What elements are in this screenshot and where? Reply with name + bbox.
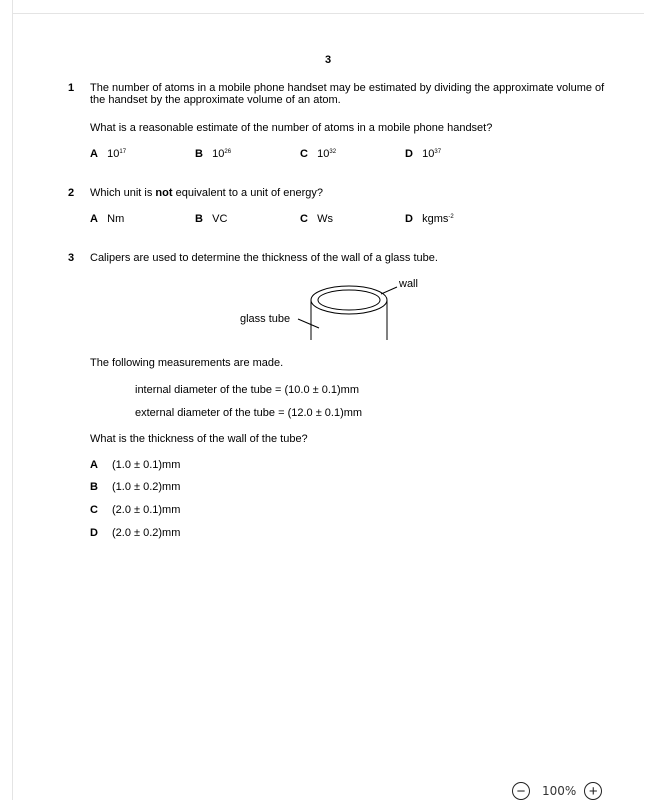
zoom-controls <box>512 782 622 800</box>
option-value: VC <box>212 213 228 225</box>
option-base: 10 <box>212 148 225 160</box>
option-base: 10 <box>422 148 435 160</box>
option-letter: D <box>90 527 98 539</box>
option-letter: B <box>90 481 98 493</box>
q2-text-bold: not <box>155 187 173 199</box>
minus-icon: − <box>516 782 526 800</box>
option-value: (2.0 ± 0.1)mm <box>112 504 181 516</box>
q2-text-before: Which unit is <box>90 187 156 199</box>
option-exponent: -2 <box>448 214 454 220</box>
zoom-out-button[interactable] <box>512 782 530 800</box>
tube-inner-rim <box>318 290 380 310</box>
q3-option-c <box>90 504 180 516</box>
page-number: 3 <box>325 54 332 66</box>
q3-number: 3 <box>68 252 75 264</box>
option-value: (2.0 ± 0.2)mm <box>112 527 181 539</box>
plus-icon: + <box>588 782 598 800</box>
q3-option-b <box>90 481 180 493</box>
zoom-level: 100% <box>542 784 577 798</box>
option-exponent: 37 <box>434 149 442 155</box>
q3-option-a <box>90 459 180 471</box>
option-letter: B <box>195 148 203 160</box>
option-letter: A <box>90 459 98 471</box>
measurements-intro: The following measurements are made. <box>90 357 284 369</box>
q3-text: Calipers are used to determine the thickness of the wall of a glass tube. <box>90 252 438 264</box>
q3-prompt: What is the thickness of the wall of the tube? <box>90 433 308 445</box>
q1-text: The number of atoms in a mobile phone handset may be estimated by dividing the approximate volume of the handset by the approximate volume of an atom. <box>90 82 605 106</box>
measurement-internal: internal diameter of the tube = (10.0 ± 0.1)mm <box>135 384 360 396</box>
option-letter: D <box>405 213 413 225</box>
option-letter: B <box>195 213 203 225</box>
option-exponent: 32 <box>329 149 337 155</box>
option-exponent: 26 <box>224 149 232 155</box>
option-exponent: 17 <box>119 149 127 155</box>
q3-option-d <box>90 527 180 539</box>
zoom-in-button[interactable] <box>584 782 602 800</box>
glass-tube-pointer <box>298 319 319 328</box>
q1-prompt: What is a reasonable estimate of the number of atoms in a mobile phone handset? <box>90 122 493 134</box>
option-value: Ws <box>317 213 334 225</box>
option-base: 10 <box>107 148 120 160</box>
q2-text-after: equivalent to a unit of energy? <box>172 187 323 199</box>
option-letter: C <box>90 504 98 516</box>
option-letter: D <box>405 148 413 160</box>
option-value: (1.0 ± 0.1)mm <box>112 459 181 471</box>
option-value: (1.0 ± 0.2)mm <box>112 481 181 493</box>
option-base: 10 <box>317 148 330 160</box>
option-letter: A <box>90 148 98 160</box>
measurement-external: external diameter of the tube = (12.0 ± 0.1)mm <box>135 407 363 419</box>
wall-label: wall <box>399 278 418 290</box>
q1-number: 1 <box>68 82 75 94</box>
option-value: kgms <box>422 213 449 225</box>
option-letter: C <box>300 148 308 160</box>
option-letter: C <box>300 213 308 225</box>
wall-pointer <box>381 287 397 294</box>
option-value: Nm <box>107 213 125 225</box>
option-letter: A <box>90 213 98 225</box>
q2-number: 2 <box>68 187 75 199</box>
glass-tube-label: glass tube <box>240 313 291 325</box>
